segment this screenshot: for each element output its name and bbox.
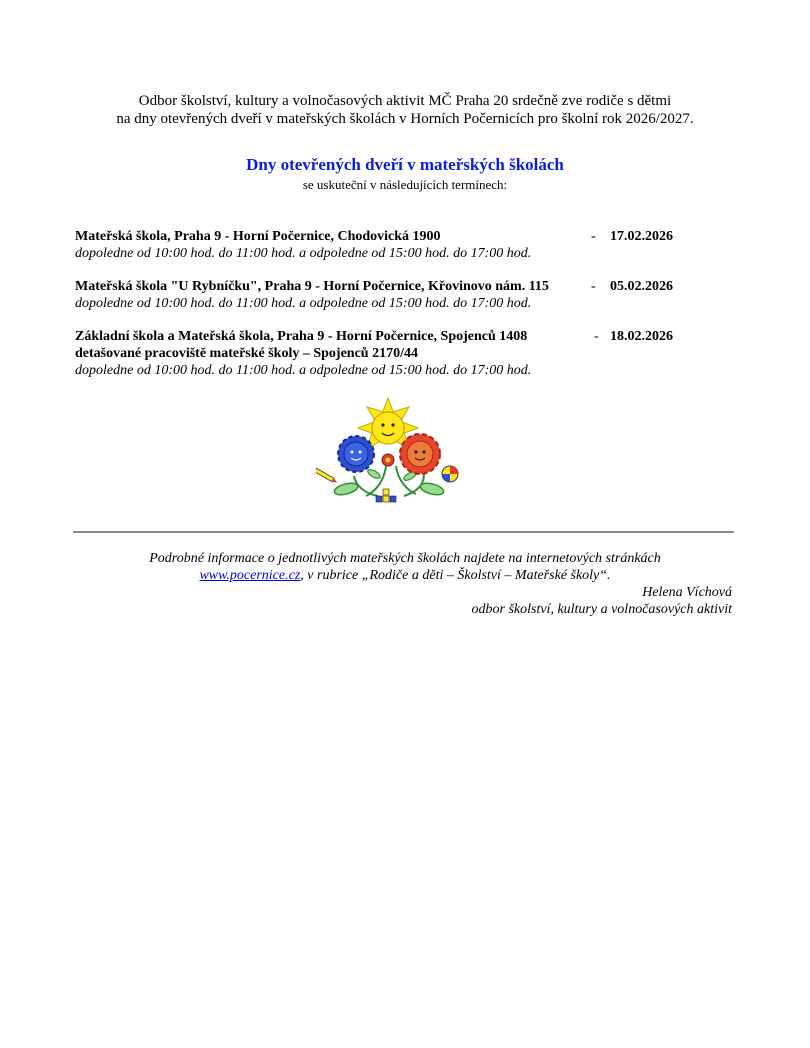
school-date: 18.02.2026 [610, 329, 673, 344]
intro-line-1: Odbor školství, kultury a volnočasových aktivit MČ Praha 20 srdečně zve rodiče s dětmi [138, 93, 672, 109]
signature-name: Helena Víchová [642, 585, 732, 600]
school-branch: detašované pracoviště mateřské školy – Spojenců 2170/44 [75, 346, 418, 361]
flowers-illustration-icon [316, 396, 464, 510]
school-entry-2 [75, 278, 715, 312]
date-dash: - [594, 329, 599, 344]
intro-line-2: na dny otevřených dveří v mateřských školách v Horních Počernicích pro školní rok 2026/2027. [116, 111, 694, 127]
school-name: Základní škola a Mateřská škola, Praha 9 - Horní Počernice, Spojenců 1408 [75, 329, 528, 344]
school-date: 17.02.2026 [610, 229, 673, 244]
website-link[interactable]: www.pocernice.cz [199, 568, 301, 583]
school-name: Mateřská škola, Praha 9 - Horní Počernice, Chodovická 1900 [75, 229, 441, 244]
footer-info [0, 550, 810, 584]
school-date: 05.02.2026 [610, 279, 673, 294]
divider [73, 531, 734, 533]
headline-title: Dny otevřených dveří v mateřských školách [246, 155, 564, 174]
school-times: dopoledne od 10:00 hod. do 11:00 hod. a odpoledne od 15:00 hod. do 17:00 hod. [75, 246, 532, 261]
footer-rubric: , v rubrice „Rodiče a děti – Školství – Mateřské školy“. [300, 568, 611, 583]
school-times: dopoledne od 10:00 hod. do 11:00 hod. a odpoledne od 15:00 hod. do 17:00 hod. [75, 363, 532, 378]
signature-role: odbor školství, kultury a volnočasových aktivit [471, 602, 732, 617]
footer-info-text: Podrobné informace o jednotlivých mateřských školách najdete na internetových stránkách [149, 551, 661, 566]
school-times: dopoledne od 10:00 hod. do 11:00 hod. a odpoledne od 15:00 hod. do 17:00 hod. [75, 296, 532, 311]
date-dash: - [591, 229, 596, 244]
date-dash: - [591, 279, 596, 294]
footer-rubric-line [0, 567, 810, 584]
signature [472, 584, 733, 618]
school-entry-1 [75, 228, 715, 262]
school-name: Mateřská škola "U Rybníčku", Praha 9 - Horní Počernice, Křovinovo nám. 115 [75, 279, 549, 294]
headline-subtitle: se uskuteční v následujících termínech: [302, 177, 508, 192]
school-entry-3 [75, 328, 715, 379]
intro-text [0, 92, 810, 128]
